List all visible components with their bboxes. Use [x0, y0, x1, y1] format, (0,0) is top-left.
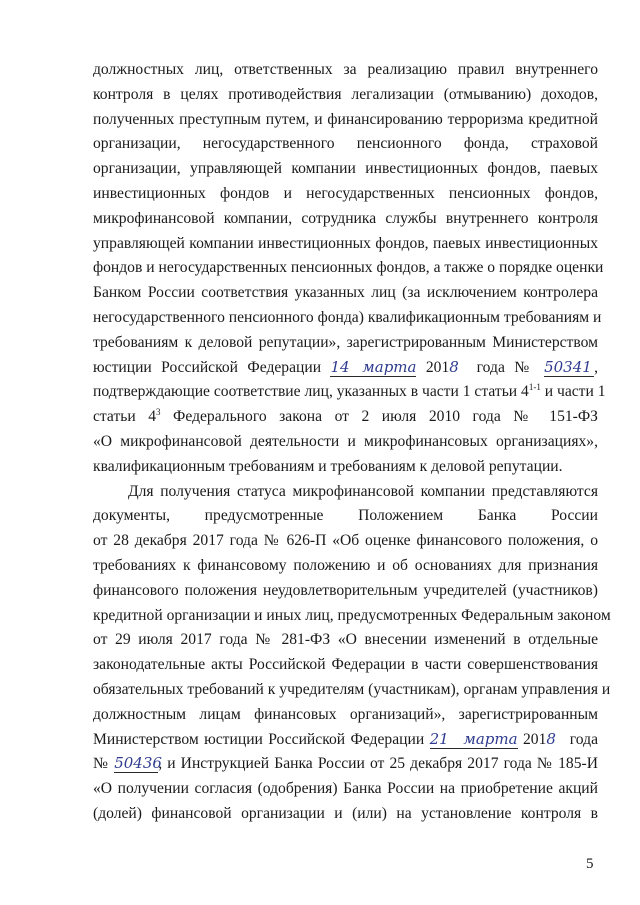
text-line: № 50436, и Инструкцией Банка России от 25 декабря 2017 года № 185-И — [93, 754, 598, 773]
text-line: кредитной организации и иных лиц, предусмотренных Федеральным законом — [93, 606, 611, 624]
text-line: микрофинансовой компании, сотрудника службы внутреннего контроля — [93, 209, 598, 227]
registration-line-2: Министерством юстиции Российской Федерации 21 марта 2018 года — [93, 729, 598, 748]
text-line: Банком России соответствия указанных лиц (за исключением контролера — [93, 284, 598, 302]
page-number: 5 — [586, 856, 594, 872]
text-line: документы, предусмотренные Положением Банка России — [93, 507, 598, 525]
text-line: законодательные акты Российской Федерации в части совершенствования — [93, 656, 598, 674]
text-line: статьи $4^3$ Федерального закона от 2 июля 2010 года № 151-ФЗ — [93, 407, 598, 426]
text-line: от 28 декабря 2017 года № 626-П «Об оценке финансового положения, о — [93, 532, 598, 550]
handwritten-year-digit: 8 — [449, 357, 459, 376]
text-line: Для получения статуса микрофинансовой компании представляются — [128, 482, 598, 500]
text-line: «О микрофинансовой деятельности и микрофинансовых организациях», — [93, 432, 598, 450]
text-line: обязательных требований к учредителям (участникам), органам управления и — [93, 680, 611, 698]
text-line: должностным лицам финансовых организаций», зарегистрированным — [93, 705, 598, 723]
text-line: квалификационным требованиям и требованиям к деловой репутации. — [93, 457, 563, 475]
document-body — [93, 58, 611, 827]
text-line: организации, негосударственного пенсионного фонда, страховой — [93, 135, 598, 153]
text-line: полученных преступным путем, и финансированию терроризма кредитной — [93, 110, 598, 128]
text-line: фондов и негосударственных пенсионных фондов, а также о порядке оценки — [93, 259, 604, 277]
text-line: требованиях к финансовому положению и об основаниях для признания — [93, 556, 598, 574]
text-line: управляющей компании инвестиционных фондов, паевых инвестиционных — [93, 234, 598, 252]
handwritten-date: 14 марта — [330, 357, 417, 376]
text-line: организации, управляющей компании инвестиционных фондов, паевых — [93, 160, 598, 178]
text-line: финансового положения неудовлетворительным учредителей (участников) — [93, 581, 598, 599]
paragraph-2 — [93, 480, 611, 827]
paragraph-1 — [93, 58, 606, 480]
text-line: инвестиционных фондов и негосударственных пенсионных фондов, — [93, 184, 598, 202]
handwritten-date: 21 марта — [429, 729, 518, 748]
text-line: требованиям к деловой репутации», зарегистрированным Министерством — [93, 333, 598, 351]
text-line: должностных лиц, ответственных за реализацию правил внутреннего — [93, 61, 598, 78]
text-line: «О получении согласия (одобрения) Банка России на приобретение акций — [93, 780, 598, 798]
text-line: подтверждающие соответствие лиц, указанных в части 1 статьи 4$^{1-1}$ и части 1 — [93, 382, 606, 401]
handwritten-reg-number: 50436 — [114, 754, 162, 773]
registration-line-1: юстиции Российской Федерации 14 марта 2018 года № 50341 , — [93, 357, 598, 376]
text-line: (долей) финансовой организации и (или) на установление контроля в — [93, 804, 598, 822]
text-line: контроля в целях противодействия легализации (отмыванию) доходов, — [93, 85, 598, 103]
handwritten-reg-number: 50341 — [544, 358, 594, 377]
text-line: от 29 июля 2017 года № 281-ФЗ «О внесении изменений в отдельные — [93, 631, 598, 649]
handwritten-year-digit: 8 — [546, 729, 556, 748]
text-line: негосударственного пенсионного фонда) квалификационным требованиям и — [93, 308, 602, 326]
